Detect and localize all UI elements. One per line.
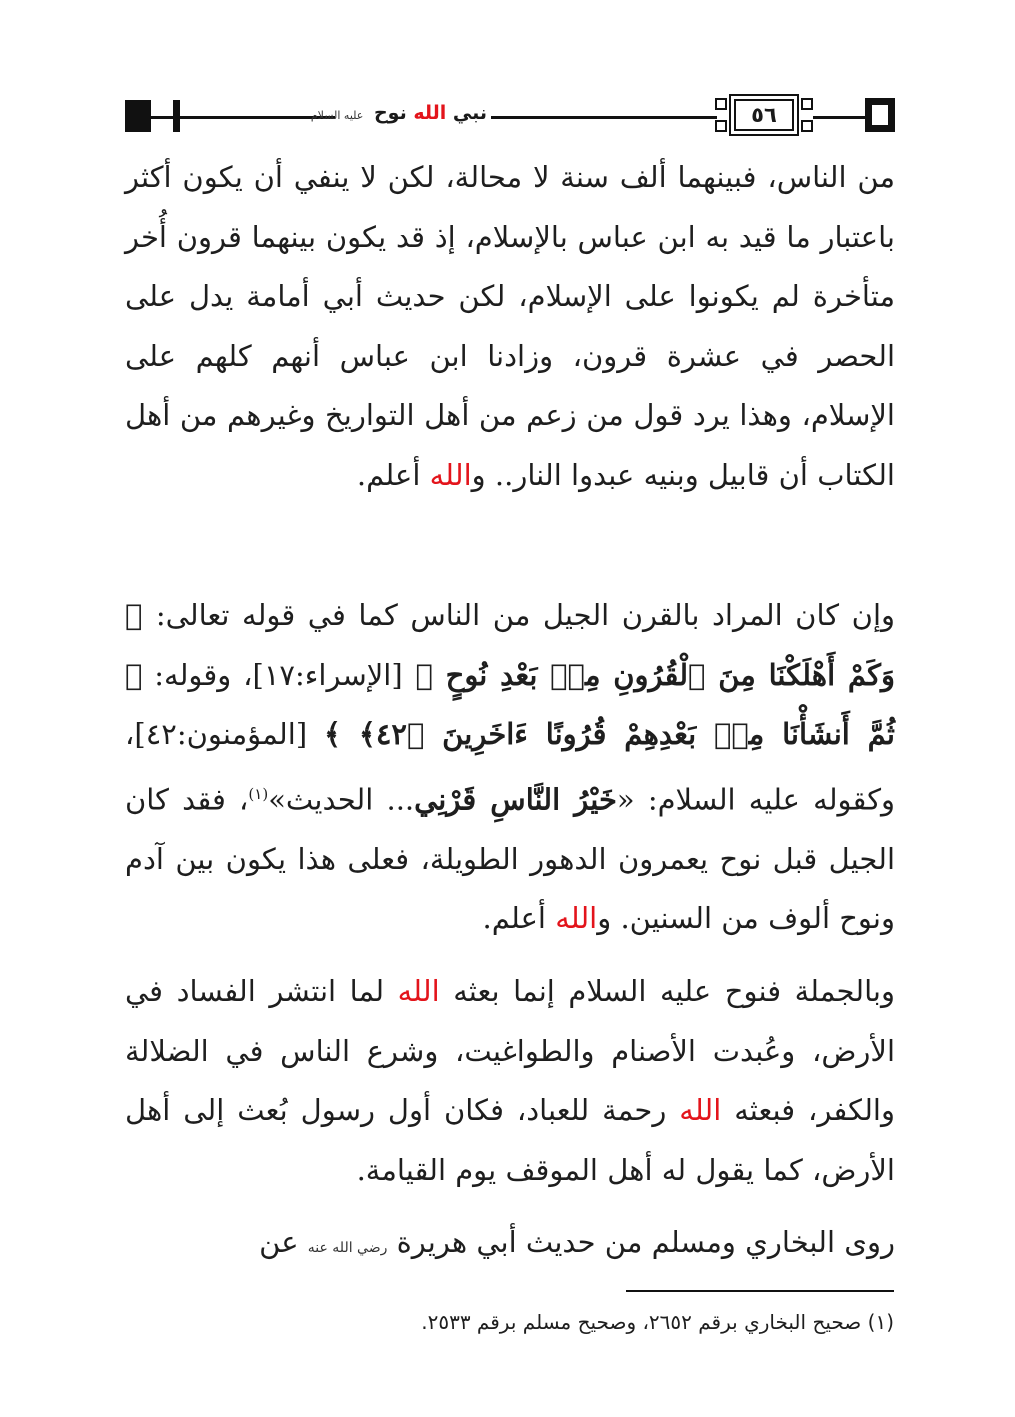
- allah-word: الله: [429, 457, 472, 492]
- allah-word: الله: [397, 974, 440, 1008]
- paragraph-3: [125, 962, 895, 1200]
- page-number-frame: [715, 94, 813, 136]
- frame-corner-ornament: [715, 120, 727, 132]
- paragraph-1: [125, 148, 895, 505]
- title-prefix: نبي: [446, 102, 487, 124]
- paragraph-end: أعلم.: [482, 901, 556, 936]
- paragraph-text: روى البخاري ومسلم من حديث أبي هريرة: [387, 1225, 895, 1259]
- verse-reference-2: [المؤمنون:٤٢]، وكقوله عليه السلام: «: [125, 717, 895, 817]
- paragraph-4: [125, 1213, 895, 1279]
- chapter-title: [310, 102, 487, 130]
- verse-reference-1: [الإسراء:١٧]، وقوله:: [142, 657, 403, 692]
- page-header: [125, 92, 895, 140]
- page-number: ٥٦: [734, 99, 794, 131]
- header-rule-segment: [813, 116, 865, 119]
- paragraph-text: رحمة للعباد، فكان أول رسول بُعث إلى أهل الأرض، كما يقول له أهل الموقف يوم القيامة.: [125, 1093, 895, 1187]
- allah-word: الله: [555, 901, 598, 936]
- title-allah: الله: [413, 102, 447, 124]
- paragraph-text: ، فقد كان الجيل قبل نوح يعمرون الدهور الطويلة، فعلى هذا يكون بين آدم ونوح ألوف من السنين. و: [125, 782, 895, 936]
- title-blessing: عليه السلام: [310, 109, 364, 122]
- quran-verse-1: ﴿ وَكَمْ أَهْلَكْنَا مِنَ ٱلْقُرُونِ مِنۢ بَعْدِ نُوحٍ ﴾: [125, 598, 895, 692]
- footnote: (١) صحيح البخاري برقم ٢٦٥٢، وصحيح مسلم برقم ٢٥٣٣.: [421, 1310, 894, 1334]
- allah-word: الله: [679, 1093, 722, 1127]
- paragraph-text: وبالجملة فنوح عليه السلام إنما بعثه: [439, 974, 895, 1008]
- hadith-quote: خَيْرُ النَّاسِ قَرْنِي: [414, 782, 617, 817]
- paragraph-text: من الناس، فبينهما ألف سنة لا محالة، لكن لا ينفي أن يكون أكثر باعتبار ما قيد به ابن عباس بالإسلام، إذ قد يكون بينهما قرون أُخر متأخرة لم يكونوا على الإسلام، لكن حديث أبي أمامة يدل على الحصر في عشرة قرون، وزادنا ابن عباس أنهم كلهم على الإسلام، وهذا يرد قول من زعم من أهل التواريخ وغيرهم من أهل الكتاب أن قابيل وبنيه عبدوا النار.. و: [125, 160, 895, 492]
- title-suffix: نوح: [373, 102, 414, 124]
- header-rule-segment: [491, 116, 717, 119]
- header-ornament-right-square: [865, 98, 895, 132]
- footnote-separator: [626, 1290, 894, 1292]
- paragraph-end: أعلم.: [356, 457, 430, 492]
- header-rule-segment: [151, 116, 173, 119]
- header-ornament-left-bar: [173, 100, 180, 132]
- frame-corner-ornament: [715, 98, 727, 110]
- paragraph-end: عن: [259, 1225, 308, 1259]
- paragraph-intro: وإن كان المراد بالقرن الجيل من الناس كما في قوله تعالى:: [155, 598, 896, 632]
- header-ornament-left-square: [125, 100, 151, 132]
- frame-corner-ornament: [801, 98, 813, 110]
- footnote-marker: (١): [248, 784, 269, 803]
- companion-blessing: رضي الله عنه: [307, 1240, 388, 1256]
- frame-corner-ornament: [801, 120, 813, 132]
- quran-verse-2: ﴿ ثُمَّ أَنشَأْنَا مِنۢ بَعْدِهِمْ قُرُونًا ءَاخَرِينَ ﴿٤٢﴾ ﴾: [125, 657, 895, 751]
- paragraph-2: [125, 586, 895, 949]
- hadith-tail: ... الحديث»: [268, 782, 415, 817]
- paragraph-text: لما انتشر الفساد في الأرض، وعُبدت الأصنام والطواغيت، وشرع الناس في الضلالة والكفر، فبعثه: [125, 974, 895, 1127]
